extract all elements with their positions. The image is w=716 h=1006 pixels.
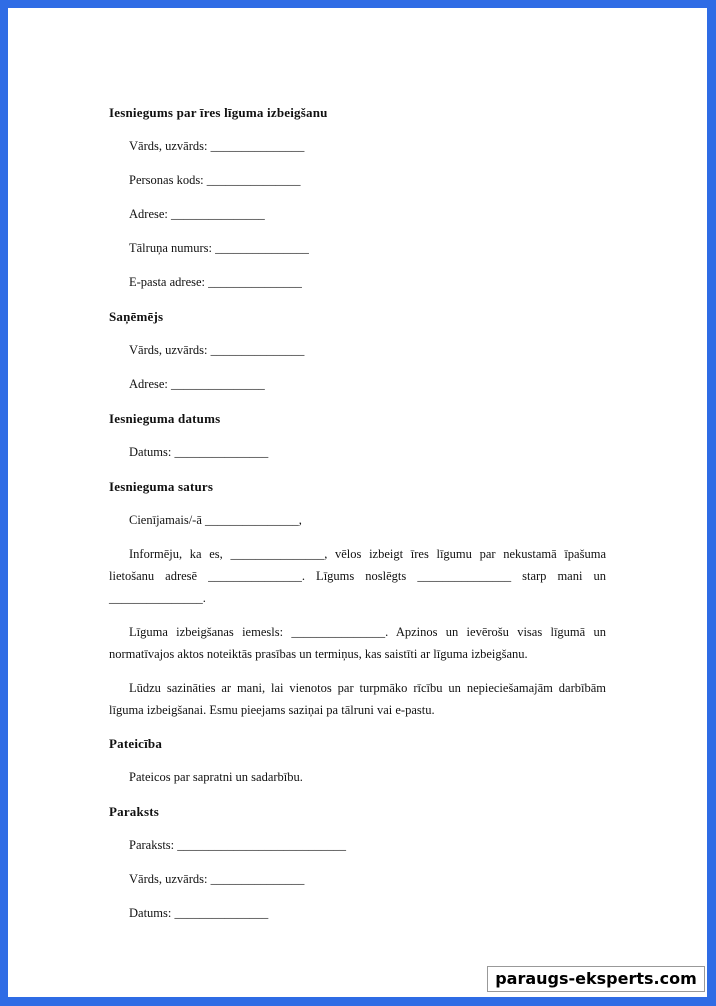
- body-paragraph-2: Līguma izbeigšanas iemesls: _______________. Apzinos un ievērošu visas līgumā un normatīvajos aktos noteiktās prasības un termiņus, kas saistīti ar līguma izbeigšanu.: [109, 625, 606, 661]
- recipient-address-line: Adrese: _______________: [129, 377, 265, 391]
- signature-heading: Paraksts: [109, 804, 159, 819]
- content-heading: Iesnieguma saturs: [109, 479, 214, 494]
- applicant-address-line: Adrese: _______________: [129, 207, 265, 221]
- document-title: Iesniegums par īres līguma izbeigšanu: [109, 105, 328, 120]
- body-paragraph-3: Lūdzu sazināties ar mani, lai vienotos par turpmāko rīcību un nepieciešamajām darbībām līguma izbeigšanai. Esmu pieejams saziņai pa tālruni vai e-pastu.: [109, 681, 606, 717]
- signature-date-line: Datums: _______________: [129, 906, 269, 920]
- applicant-personal-code-line: Personas kods: _______________: [129, 173, 301, 187]
- thanks-heading: Pateicība: [109, 736, 163, 751]
- salutation-line: Cienījamais/-ā _______________,: [129, 513, 302, 527]
- document-page: [8, 8, 707, 997]
- signature-name-line: Vārds, uzvārds: _______________: [129, 872, 305, 886]
- date-heading: Iesnieguma datums: [109, 411, 221, 426]
- applicant-name-line: Vārds, uzvārds: _______________: [129, 139, 305, 153]
- applicant-email-line: E-pasta adrese: _______________: [129, 275, 302, 289]
- recipient-name-line: Vārds, uzvārds: _______________: [129, 343, 305, 357]
- signature-line: Paraksts: ___________________________: [129, 838, 347, 852]
- thanks-text: Pateicos par sapratni un sadarbību.: [129, 770, 303, 784]
- date-line: Datums: _______________: [129, 445, 269, 459]
- recipient-heading: Saņēmējs: [109, 309, 164, 324]
- document-content: [109, 104, 606, 922]
- body-paragraph-1: Informēju, ka es, _______________, vēlos izbeigt īres līgumu par nekustamā īpašuma lietošanu adresē _______________. Līgums noslēgts _______________ starp mani un _______________.: [109, 547, 606, 605]
- watermark-badge: paraugs-eksperts.com: [487, 966, 705, 992]
- applicant-phone-line: Tālruņa numurs: _______________: [129, 241, 309, 255]
